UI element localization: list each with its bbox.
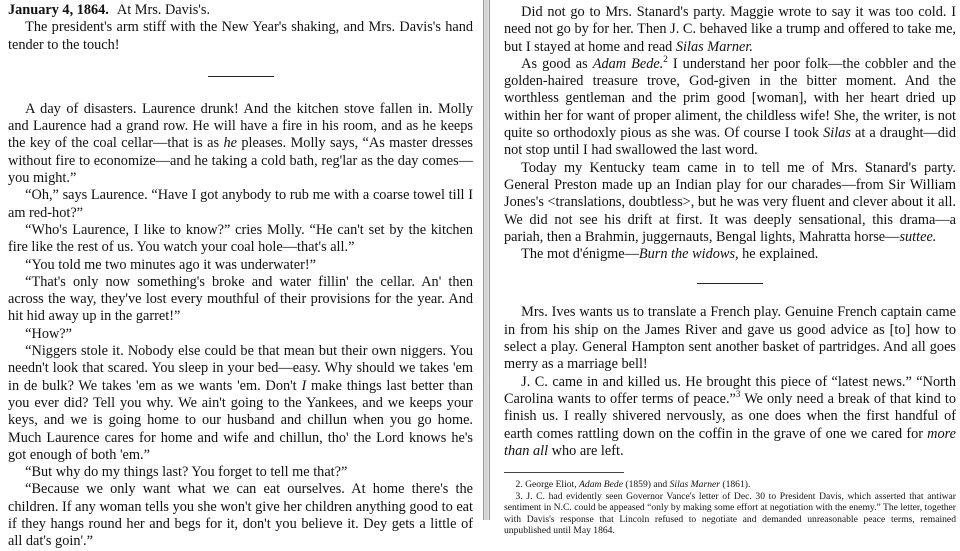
entry-heading <box>8 2 473 19</box>
section-divider <box>697 283 763 284</box>
book-gutter <box>483 0 490 520</box>
paragraph: “Niggers stole it. Nobody else could be that mean but their own niggers. You needn't look that scared. You sleep in your bed—easy. Why should we takes 'em in de bulk? We takes 'em as we wants 'em. Don't I make things last better than you ever did? Tell you why. We ain't going to the Yankees, and we keeps your keys, and we is going home to our husband and chillun when you go home. Much Laurence cares for home and wife and chillun, tho' the Lord knows he's got enough of both 'em.” <box>8 343 473 463</box>
paragraph: “You told me two minutes ago it was underwater!” <box>25 256 316 273</box>
paragraph: Did not go to Mrs. Stanard's party. Maggie wrote to say it was too cold. I need not go by for her. Then J. C. behaved like a trump and offered to take me, but I stayed at home and read Silas Marner. <box>504 4 956 55</box>
paragraph: J. C. came in and killed us. He brought this piece of “latest news.” “North Carolina wants to offer terms of peace.”$^3$ We only need a break of that kind to finish us. I really shivered nervously, as one does when the first handful of earth comes rattling down on the coffin in the grave of one we cared for more than all who are left. <box>504 373 956 459</box>
paragraph: As good as Adam Bede.$^2$ I understand her poor folk—the cobbler and the golden-haired treasure trove, God-given in the bitter moment. And the worthless gentleman and the prim good [woman], with her heart dried up within her for want of proper aliment, the childless wife! She, the writer, is not quite so orthodoxly pious as she was. Of course I took Silas at a draught—did not stop until I had swallowed the last word. <box>504 54 957 159</box>
footnote-ref: 2 <box>663 54 668 65</box>
paragraph: Mrs. Ives wants us to translate a French play. Genuine French captain came in from his ship on the James River and gave us good advice as [to] how to select a play. General Hampton sent another basket of partridges. And all goes merry as a marriage bell! <box>504 304 956 373</box>
paragraph: “Oh,” says Laurence. “Have I got anybody to rub me with a coarse towel till I am red-hot?” <box>8 187 473 221</box>
paragraph: “Who's Laurence, I like to know?” cries Molly. “He can't set by the kitchen fire like the rest of us. You watch your coal hole—that's all.” <box>8 221 473 256</box>
paragraph: Today my Kentucky team came in to tell me of Mrs. Stanard's party. General Preston made up an Indian play for our charades—from Sir William Jones's <translations, doubtless>, but he was very fluent and clever about it all. We did not see his drift at first. It was deeply sensational, this drama—a pariah, then a Brahmin, juggernauts, Bengal lights, Mahratta horse—suttee. <box>504 159 956 245</box>
entry-place: At Mrs. Davis's. <box>116 2 211 18</box>
paragraph: “But why do my things last? You forget to tell me that?” <box>25 464 348 481</box>
footnote-divider <box>504 472 624 473</box>
paragraph: A day of disasters. Laurence drunk! And the kitchen stove fallen in. Molly and Laurence had a grand row. He will have a fire in his room, and as he keeps the key of the coal cellar—that is as he pleases. Molly says, “As master dresses without fire to economize—and he taking a cold bath, reg'lar as the day comes—you might.” <box>8 100 473 187</box>
section-divider <box>208 76 274 77</box>
paragraph: The mot d'énigme—Burn the widows, he explained. <box>521 246 819 263</box>
footnote: 2. George Eliot, Adam Bede (1859) and Silas Marner (1861). <box>515 479 751 491</box>
paragraph: “How?” <box>25 325 72 342</box>
paragraph: The president's arm stiff with the New Year's shaking, and Mrs. Davis's hand tender to the touch! <box>8 19 473 53</box>
right-page <box>492 0 960 537</box>
footnotes <box>504 479 956 537</box>
footnote-ref: 3 <box>735 389 741 400</box>
paragraph: “Because we only want what we can eat ourselves. At home there's the children. If any woman tells you she won't give her children anything good to eat if they hangs round her and begs for it, don't you believe it. Dey gets a little of all dat's goin'.” <box>8 481 473 550</box>
entry-date: January 4, 1864. <box>8 2 109 18</box>
paragraph: “That's only now something's broke and water fillin' the cellar. An' then across the way, they've lost every mouthful of their provisions for the year. And hit hid away up in the garret!” <box>8 273 473 325</box>
footnote: 3. J. C. had evidently seen Governor Vance's letter of Dec. 30 to President Davis, which asserted that antiwar sentiment in N.C. could be appeased “only by making some effort at negotiation with the enemy.” The letter, together with Davis's response that Lincoln refused to negotiate and demanded unreasonable peace terms, remained unpublished until May 1864. <box>504 490 956 537</box>
